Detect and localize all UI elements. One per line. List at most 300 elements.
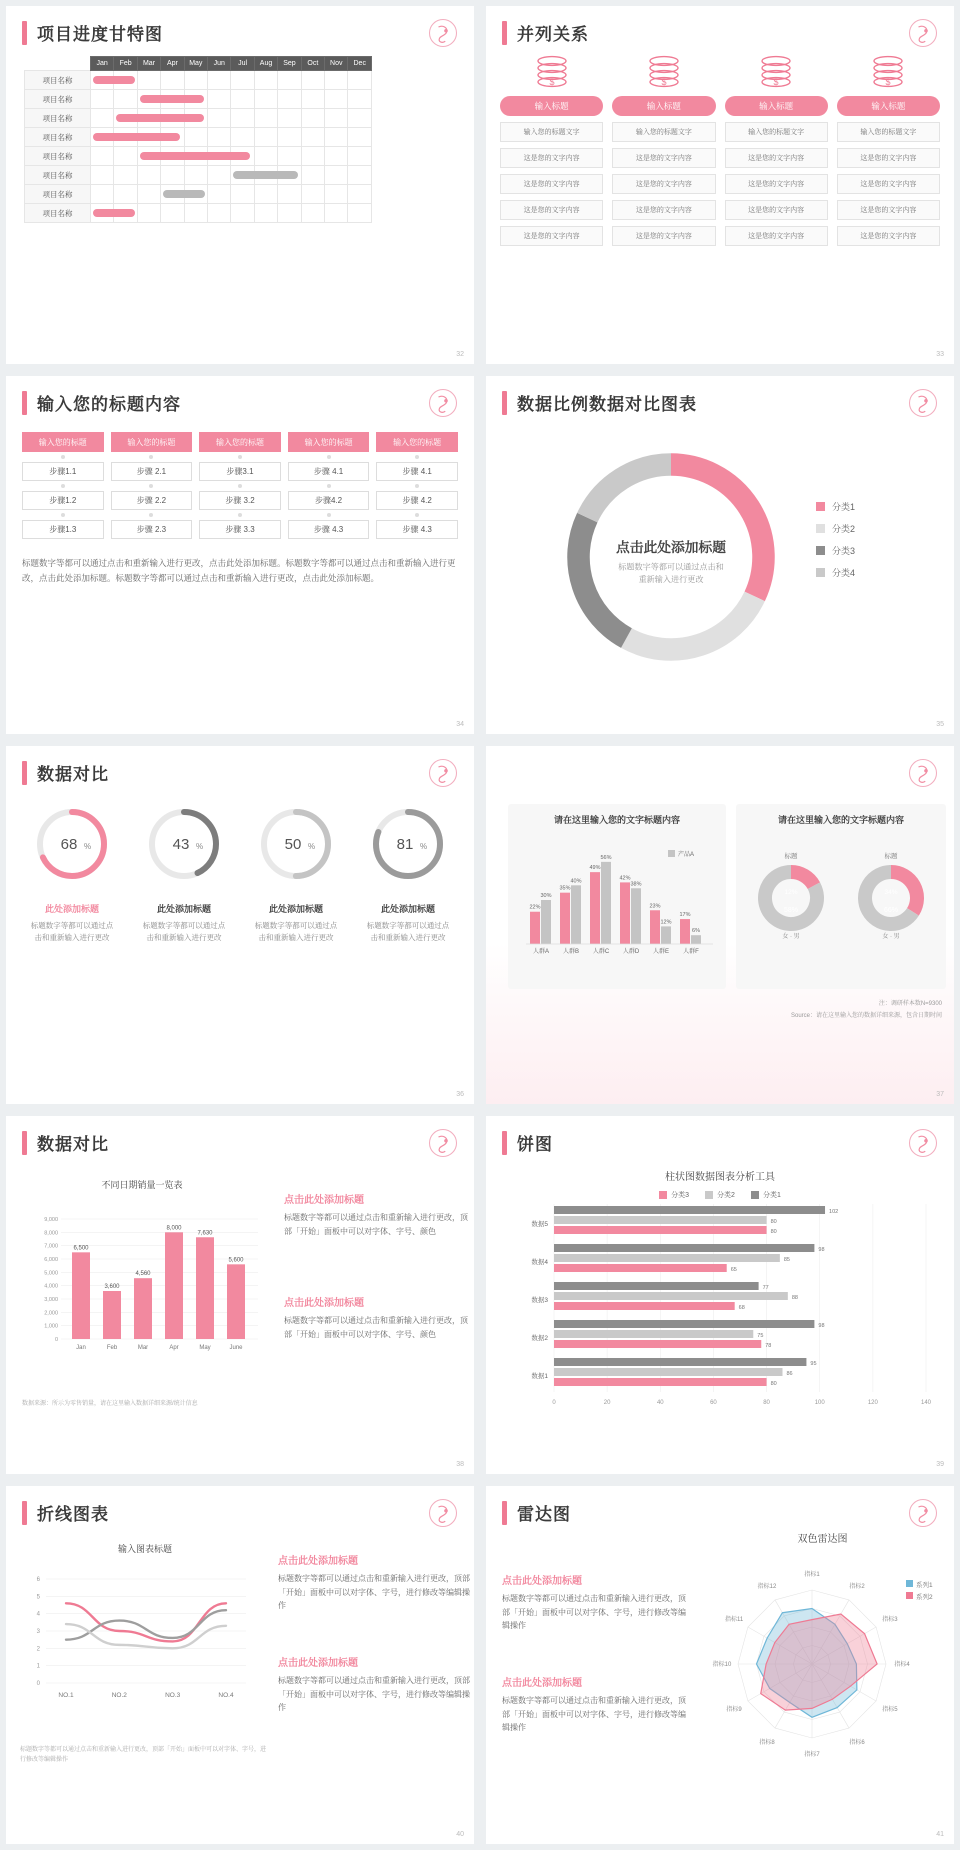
step-cell[interactable]: 步骤 4.3: [376, 520, 458, 539]
slide-35: [486, 376, 954, 734]
gantt-cell: [90, 109, 113, 128]
gantt-cell: [137, 204, 160, 223]
gantt-cell: [208, 128, 231, 147]
gantt-cell: [301, 166, 324, 185]
column-cell[interactable]: 这是您的文字内容: [612, 226, 715, 246]
bar-value-label: 23%: [649, 903, 661, 910]
gantt-month-Feb: Feb: [114, 57, 137, 71]
step-connector-dot: [61, 484, 65, 488]
bar[interactable]: [165, 1232, 183, 1339]
bar-分类3[interactable]: [554, 1302, 735, 1310]
text-block-2-body: 标题数字等都可以通过点击和重新输入进行更改，顶部「开始」面板中可以对字体、字号，进行修改等编辑操作: [502, 1696, 686, 1733]
brand-logo-icon: [908, 388, 938, 418]
bar-value-label: 5,600: [228, 1257, 244, 1264]
step-columns: [22, 432, 458, 539]
gantt-bar[interactable]: [93, 133, 180, 141]
legend-label: 分类2: [832, 524, 856, 534]
gantt-row-label: 项目名称: [25, 109, 91, 128]
brand-logo-icon: [908, 18, 938, 48]
page-title: 输入您的标题内容: [37, 395, 181, 414]
gauge-ring: [365, 801, 451, 887]
page-title: 饼图: [517, 1135, 553, 1154]
gantt-month-Apr: Apr: [161, 57, 184, 71]
brand-logo-icon: [908, 758, 938, 788]
radar-axis-label: 指标10: [712, 1662, 732, 1668]
bar-series-2[interactable]: [571, 885, 581, 944]
brand-logo-icon: [908, 1128, 938, 1158]
svg-text:81: 81: [396, 836, 414, 853]
donut-segment[interactable]: [626, 596, 754, 649]
legend-item: [816, 544, 855, 557]
page-title: 数据比例数据对比图表: [517, 395, 697, 414]
gantt-cell: [137, 185, 160, 204]
legend-swatch: [705, 1191, 713, 1199]
legend-label: 分类3: [671, 1192, 690, 1199]
column-cell[interactable]: 这是您的文字内容: [837, 174, 940, 194]
bar-分类2[interactable]: [554, 1254, 780, 1262]
gantt-month-Jan: Jan: [90, 57, 113, 71]
gantt-row: [25, 71, 372, 90]
right-panel-title: 请在这里输入您的文字标题内容: [777, 815, 904, 825]
svg-text:$: $: [885, 77, 891, 87]
bar-分类1[interactable]: [554, 1320, 814, 1328]
category-label: 数据2: [531, 1335, 548, 1342]
bar[interactable]: [72, 1252, 90, 1339]
legend-label: 分类1: [762, 1192, 781, 1199]
step-cell[interactable]: 步骤3.1: [199, 462, 281, 481]
bar-category-label: 人群F: [683, 949, 699, 955]
gauge-caption: 此处添加标题: [44, 904, 99, 914]
step-cell[interactable]: 步骤 4.2: [376, 491, 458, 510]
text-block-1-body: 标题数字等都可以通过点击和重新输入进行更改，顶部「开始」面板中可以对字体、字号、颜色: [284, 1213, 468, 1236]
step-cell[interactable]: 步骤 3.2: [199, 491, 281, 510]
bar[interactable]: [103, 1291, 121, 1339]
x-tick-label: NO.2: [111, 1692, 127, 1699]
bar[interactable]: [134, 1278, 152, 1339]
text-block-1: [284, 1191, 474, 1238]
column-cell[interactable]: 这是您的文字内容: [612, 200, 715, 220]
bar-category-label: 人群E: [652, 949, 670, 955]
bar-series-2[interactable]: [541, 900, 551, 944]
column-cell[interactable]: 这是您的文字内容: [500, 226, 603, 246]
coins-icon: [500, 50, 603, 92]
gantt-cell: [208, 71, 231, 90]
bar-分类3[interactable]: [554, 1340, 761, 1348]
gantt-cell: [301, 128, 324, 147]
y-tick-label: 4,000: [44, 1283, 58, 1290]
radar-axis-label: 指标1: [804, 1572, 820, 1578]
x-tick-label: NO.3: [165, 1692, 181, 1699]
bar-series-1[interactable]: [650, 910, 660, 944]
x-tick-label: 120: [867, 1400, 878, 1406]
column-cell[interactable]: 这是您的文字内容: [725, 226, 828, 246]
page-title: 并列关系: [517, 25, 589, 44]
bar-value-label: 88: [791, 1295, 798, 1301]
donut-chart: [546, 432, 796, 682]
donut-title: 标题: [884, 853, 898, 860]
gantt-cell: [301, 71, 324, 90]
bar-series-2[interactable]: [691, 935, 701, 944]
legend-swatch: [906, 1592, 913, 1599]
page-title: 数据对比: [37, 765, 109, 784]
gantt-cell: [278, 128, 301, 147]
svg-text:68: 68: [60, 836, 78, 853]
text-block-1-body: 标题数字等都可以通过点击和重新输入进行更改，顶部「开始」面板中可以对字体、字号，进行修改等编辑操作: [278, 1574, 470, 1611]
text-block-2: [278, 1654, 474, 1715]
bar[interactable]: [196, 1237, 214, 1339]
body-paragraph: 标题数字等都可以通过点击和重新输入进行更改，点击此处添加标题。标题数字等都可以通过点击和重新输入进行更改，点击此处添加标题。标题数字等都可以通过点击和重新输入进行更改，点击此处添加标题。: [22, 558, 456, 583]
gantt-row-label: 项目名称: [25, 71, 91, 90]
gantt-cell: [348, 185, 372, 204]
gantt-body: [25, 71, 372, 223]
step-column-head[interactable]: 输入您的标题: [288, 432, 370, 452]
title-accent-bar: [502, 1131, 507, 1155]
bar-value-label: 6,500: [73, 1245, 89, 1252]
bar-value-label: 102: [829, 1209, 839, 1215]
page-number: 35: [936, 721, 944, 728]
bar-series-1[interactable]: [590, 872, 600, 944]
legend-swatch: [816, 524, 825, 533]
page-title: 折线图表: [37, 1505, 109, 1524]
radar-axis-label: 指标3: [882, 1617, 898, 1623]
y-tick-label: 9,000: [44, 1217, 58, 1223]
gantt-cell: [348, 128, 372, 147]
column-cell[interactable]: 这是您的文字内容: [500, 174, 603, 194]
legend-swatch: [659, 1191, 667, 1199]
gantt-month-Aug: Aug: [254, 57, 277, 71]
gantt-corner: [25, 57, 91, 71]
legend-swatch: [751, 1191, 759, 1199]
bar-series-1[interactable]: [530, 912, 540, 944]
bar-value-label: 68: [738, 1305, 745, 1311]
radar-chart: [694, 1542, 944, 1792]
svg-text:%: %: [308, 842, 316, 851]
gantt-row-label: 项目名称: [25, 128, 91, 147]
title-accent-bar: [22, 1501, 27, 1525]
step-cell[interactable]: 步骤1.1: [22, 462, 104, 481]
page-title: 项目进度甘特图: [37, 25, 163, 44]
column-pill-label[interactable]: 输入标题: [837, 96, 940, 116]
bar-分类1[interactable]: [554, 1244, 814, 1252]
bar-value-label: 22%: [529, 904, 541, 911]
bar-category-label: 人群D: [622, 949, 640, 955]
bar[interactable]: [227, 1264, 245, 1339]
column-cell[interactable]: 这是您的文字内容: [612, 148, 715, 168]
step-column-head[interactable]: 输入您的标题: [199, 432, 281, 452]
step-connector-dot: [149, 513, 153, 517]
gantt-row-label: 项目名称: [25, 204, 91, 223]
text-block-2-body: 标题数字等都可以通过点击和重新输入进行更改，顶部「开始」面板中可以对字体、字号、颜色: [284, 1316, 468, 1339]
text-block-1-head: 点击此处添加标题: [284, 1195, 364, 1206]
bar-分类1[interactable]: [554, 1282, 759, 1290]
legend-item: [816, 566, 855, 579]
donut-segment[interactable]: [587, 465, 671, 518]
gantt-bar[interactable]: [140, 95, 204, 103]
bar-value-label: 38%: [630, 881, 642, 888]
y-tick-label: 7,000: [44, 1243, 58, 1250]
bar-分类3[interactable]: [554, 1226, 767, 1234]
gantt-cell: [161, 166, 184, 185]
left-panel: [508, 804, 726, 989]
gantt-cell: [90, 128, 113, 147]
gantt-cell: [231, 166, 254, 185]
donut-segment[interactable]: [579, 518, 627, 638]
bar-category-label: May: [199, 1345, 211, 1351]
bar-value-label: 12%: [660, 919, 672, 926]
bar-分类2[interactable]: [554, 1368, 783, 1376]
page-number: 38: [456, 1461, 464, 1468]
bar-分类1[interactable]: [554, 1206, 825, 1214]
bar-series-1[interactable]: [620, 882, 630, 944]
bar-series-1[interactable]: [680, 919, 690, 944]
x-tick-label: 100: [814, 1400, 825, 1406]
y-tick-label: 4: [36, 1611, 40, 1618]
bar-value-label: 3,600: [104, 1284, 120, 1290]
x-tick-label: 40: [656, 1400, 664, 1406]
step-connector-dot: [327, 455, 331, 459]
gantt-cell: [184, 166, 207, 185]
gantt-cell: [90, 71, 113, 90]
left-panel-title: 请在这里输入您的文字标题内容: [553, 815, 680, 825]
step-column-5: [376, 432, 458, 539]
step-cell[interactable]: 步骤1.2: [22, 491, 104, 510]
svg-text:%: %: [84, 842, 92, 851]
bar-value-label: 6%: [692, 928, 700, 935]
bar-category-label: Apr: [169, 1345, 179, 1351]
bar-category-label: June: [229, 1345, 243, 1351]
bar-value-label: 80: [770, 1381, 777, 1387]
bar-value-label: 42%: [619, 875, 631, 882]
gantt-cell: [114, 90, 137, 109]
title-accent-bar: [22, 21, 27, 45]
radar-axis-label: 指标7: [804, 1752, 820, 1758]
column-cell[interactable]: 这是您的文字内容: [725, 148, 828, 168]
gauge-ring: [253, 801, 339, 887]
bar-series-1[interactable]: [560, 893, 570, 944]
bar-分类3[interactable]: [554, 1264, 727, 1272]
column-cell[interactable]: 这是您的文字内容: [725, 200, 828, 220]
brand-logo-icon: [428, 758, 458, 788]
radar-axis-label: 指标6: [849, 1739, 865, 1746]
step-cell[interactable]: 步骤1.3: [22, 520, 104, 539]
gantt-cell: [301, 185, 324, 204]
parallel-column-4: [837, 50, 940, 246]
bar-category-label: Feb: [106, 1345, 118, 1351]
y-tick-label: 3,000: [44, 1297, 58, 1303]
slide-37: [486, 746, 954, 1104]
page-number: 36: [456, 1091, 464, 1098]
gantt-row: [25, 109, 372, 128]
column-cell[interactable]: 输入您的标题文字: [725, 122, 828, 142]
step-column-head[interactable]: 输入您的标题: [22, 432, 104, 452]
step-connector-dot: [61, 513, 65, 517]
step-column-head[interactable]: 输入您的标题: [111, 432, 193, 452]
bar-category-label: 人群B: [562, 949, 580, 955]
bar-分类2[interactable]: [554, 1292, 788, 1300]
page-title: 雷达图: [517, 1505, 571, 1524]
parallel-column-2: [612, 50, 715, 246]
column-cell[interactable]: 这是您的文字内容: [837, 200, 940, 220]
brand-logo-icon: [908, 1498, 938, 1528]
bar-分类3[interactable]: [554, 1378, 767, 1386]
column-cell[interactable]: 输入您的标题文字: [837, 122, 940, 142]
bar-value-label: 95: [810, 1361, 817, 1367]
step-connector-dot: [238, 455, 242, 459]
step-cell[interactable]: 步骤 4.1: [288, 462, 370, 481]
column-cell[interactable]: 这是您的文字内容: [612, 174, 715, 194]
category-label: 数据3: [531, 1297, 548, 1304]
gantt-cell: [90, 204, 113, 223]
bar-series-2[interactable]: [631, 888, 641, 944]
gantt-row: [25, 128, 372, 147]
gantt-cell: [184, 204, 207, 223]
bar-category-label: 人群C: [592, 949, 610, 955]
gantt-cell: [348, 109, 372, 128]
gantt-cell: [325, 128, 348, 147]
donut-footer: 女 · 男: [782, 934, 800, 940]
title-accent-bar: [22, 1131, 27, 1155]
chart-legend: [500, 1190, 940, 1200]
gantt-bar[interactable]: [93, 76, 135, 84]
gantt-bar[interactable]: [93, 209, 135, 217]
column-cell[interactable]: 这是您的文字内容: [837, 226, 940, 246]
gantt-cell: [231, 71, 254, 90]
gantt-cell: [208, 185, 231, 204]
column-cell[interactable]: 这是您的文字内容: [500, 148, 603, 168]
y-tick-label: 2,000: [44, 1310, 58, 1317]
gantt-cell: [278, 204, 301, 223]
title-accent-bar: [22, 761, 27, 785]
column-pill-label[interactable]: 输入标题: [612, 96, 715, 116]
chart-svg: [22, 1191, 262, 1366]
column-cell[interactable]: 输入您的标题文字: [500, 122, 603, 142]
gantt-cell: [184, 71, 207, 90]
page-number: 37: [936, 1091, 944, 1098]
chart-svg: [500, 1200, 952, 1415]
column-pill-label[interactable]: 输入标题: [500, 96, 603, 116]
page-number: 32: [456, 351, 464, 358]
x-tick-label: 60: [710, 1400, 717, 1406]
legend-label: 产品A: [678, 852, 695, 858]
gantt-month-May: May: [184, 57, 207, 71]
step-cell[interactable]: 步骤 4.1: [376, 462, 458, 481]
gantt-cell: [137, 147, 160, 166]
bar-value-label: 49%: [589, 865, 601, 872]
column-cell[interactable]: 这是您的文字内容: [725, 174, 828, 194]
svg-text:50: 50: [284, 836, 302, 853]
legend-label: 分类3: [832, 546, 856, 556]
bar-series-2[interactable]: [661, 926, 671, 944]
step-cell[interactable]: 步骤 2.2: [111, 491, 193, 510]
donut-title: 标题: [784, 853, 798, 860]
step-column-4: [288, 432, 370, 539]
chart-footnote: 标题数字等都可以通过点击和重新输入进行更改，顶部「开始」面板中可以对字体、字号，进行修改等编辑操作: [20, 1747, 267, 1763]
step-connector-dot: [61, 455, 65, 459]
legend-item: [816, 500, 855, 513]
text-block-1: [278, 1552, 474, 1613]
page-number: 39: [936, 1461, 944, 1468]
gantt-month-Oct: Oct: [301, 57, 324, 71]
chart-svg: [694, 1542, 944, 1792]
text-block-1-head: 点击此处添加标题: [278, 1556, 358, 1567]
gauge-row: [16, 801, 464, 944]
column-pill-label[interactable]: 输入标题: [725, 96, 828, 116]
text-block-2-head: 点击此处添加标题: [502, 1678, 582, 1689]
gantt-cell: [208, 90, 231, 109]
slide-38: [6, 1116, 474, 1474]
svg-text:$: $: [549, 77, 555, 87]
gantt-row-label: 项目名称: [25, 90, 91, 109]
svg-text:%: %: [196, 842, 204, 851]
page-number: 34: [456, 721, 464, 728]
title-accent-bar: [22, 391, 27, 415]
y-tick-label: 5,000: [44, 1270, 58, 1277]
gantt-cell: [325, 90, 348, 109]
bar-value-label: 4,560: [135, 1271, 151, 1278]
gantt-bar[interactable]: [233, 171, 297, 179]
legend-swatch: [816, 546, 825, 555]
donut-center-title: 点击此处添加标题: [615, 540, 727, 555]
category-label: 数据1: [531, 1373, 548, 1380]
text-block-2-head: 点击此处添加标题: [278, 1658, 358, 1669]
parallel-column-1: [500, 50, 603, 246]
bar-value-label: 8,000: [166, 1225, 182, 1232]
column-cell[interactable]: 这是您的文字内容: [837, 148, 940, 168]
donut-pair-chart: [736, 826, 946, 976]
step-cell[interactable]: 步骤4.2: [288, 491, 370, 510]
bar-value-label: 75: [757, 1333, 764, 1339]
gantt-cell: [254, 185, 277, 204]
horizontal-bar-chart: [500, 1168, 940, 1420]
y-tick-label: 0: [36, 1681, 40, 1687]
step-cell[interactable]: 步骤 2.1: [111, 462, 193, 481]
bar-分类2[interactable]: [554, 1216, 767, 1224]
legend-label: 分类1: [832, 502, 856, 512]
brand-logo-icon: [428, 1498, 458, 1528]
gantt-cell: [348, 71, 372, 90]
slide-36: [6, 746, 474, 1104]
gantt-bar[interactable]: [140, 152, 250, 160]
step-cell[interactable]: 步骤 3.3: [199, 520, 281, 539]
gantt-cell: [90, 147, 113, 166]
gantt-bar[interactable]: [163, 190, 205, 198]
bar-value-label: 86: [786, 1371, 793, 1377]
gantt-cell: [348, 90, 372, 109]
y-tick-label: 5: [36, 1594, 40, 1601]
column-cell[interactable]: 输入您的标题文字: [612, 122, 715, 142]
bar-series-2[interactable]: [601, 862, 611, 944]
donut-segment[interactable]: [791, 872, 814, 886]
gantt-cell: [114, 147, 137, 166]
step-cell[interactable]: 步骤 4.3: [288, 520, 370, 539]
column-cell[interactable]: 这是您的文字内容: [500, 200, 603, 220]
gantt-row-label: 项目名称: [25, 185, 91, 204]
coins-icon: [837, 50, 940, 92]
text-block-1: [502, 1572, 692, 1633]
bar-分类2[interactable]: [554, 1330, 753, 1338]
gantt-cell: [278, 90, 301, 109]
gantt-bar[interactable]: [116, 114, 203, 122]
x-tick-label: 0: [552, 1400, 556, 1406]
step-cell[interactable]: 步骤 2.3: [111, 520, 193, 539]
gauge-ring: [29, 801, 115, 887]
step-column-head[interactable]: 输入您的标题: [376, 432, 458, 452]
bar-分类1[interactable]: [554, 1358, 806, 1366]
bar-value-label: 30%: [540, 893, 552, 899]
brand-logo-icon: [428, 388, 458, 418]
donut-footer: 女 · 男: [882, 934, 900, 940]
chart-title: 不同日期销量一览表: [101, 1180, 183, 1190]
